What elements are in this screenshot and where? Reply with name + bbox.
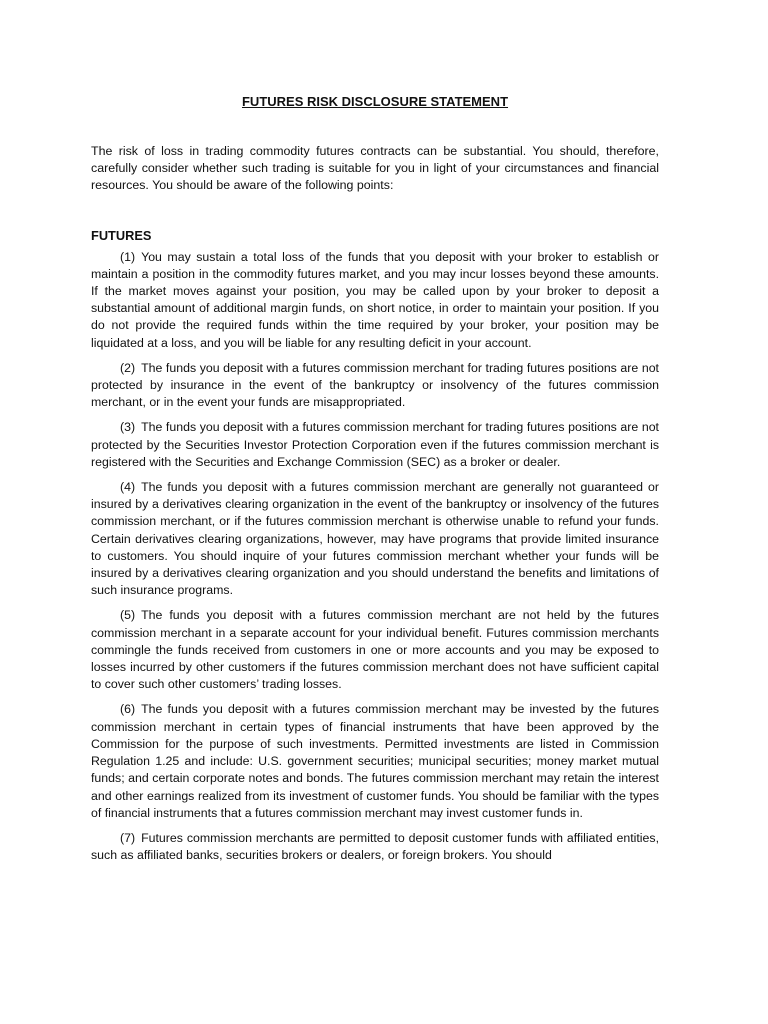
paragraph-text-1: You may sustain a total loss of the funds that you deposit with your broker to establish or maintain a position in the commodity futures market, and you may incur losses beyond these amounts. If the market moves against your position, you may be called upon by your broker to deposit a substantial amount of additional margin funds, on short notice, in order to maintain your position. If you do not provide the required funds within the time required by your broker, your position may be liquidated at a loss, and you will be liable for any resulting deficit in your account.	[91, 249, 659, 350]
paragraph-number-3: (3)	[120, 420, 136, 435]
paragraph-number-6: (6)	[120, 702, 136, 717]
document-content	[91, 93, 659, 872]
disclosure-paragraph-7	[91, 830, 659, 864]
document-title: FUTURES RISK DISCLOSURE STATEMENT	[241, 94, 509, 109]
paragraph-text-5: The funds you deposit with a futures commission merchant are not held by the futures commission merchant in a separate account for your individual benefit. Futures commission merchants commingle the funds received from customers in one or more accounts and you may be exposed to losses incurred by other customers if the futures commission merchant does not have sufficient capital to cover such other customers’ trading losses.	[91, 608, 659, 692]
paragraph-text-6: The funds you deposit with a futures commission merchant may be invested by the futures commission merchant in certain types of financial instruments that have been approved by the Commission for the purpose of such investments. Permitted investments are listed in Commission Regulation 1.25 and include: U.S. government securities; municipal securities; money market mutual funds; and certain corporate notes and bonds. The futures commission merchant may retain the interest and other earnings realized from its investment of customer funds. You should be familiar with the types of financial instruments that a futures commission merchant may invest customer funds in.	[91, 702, 659, 820]
paragraph-number-5: (5)	[120, 608, 136, 623]
intro-paragraph: The risk of loss in trading commodity futures contracts can be substantial. You should, therefore, carefully consider whether such trading is suitable for you in light of your circumstances and financial resources. You should be aware of the following points:	[91, 144, 659, 193]
paragraph-number-2: (2)	[120, 360, 136, 375]
paragraph-text-3: The funds you deposit with a futures commission merchant for trading futures positions are not protected by the Securities Investor Protection Corporation even if the futures commission merchant is registered with the Securities and Exchange Commission (SEC) as a broker or dealer.	[91, 420, 659, 469]
paragraph-number-1: (1)	[120, 249, 136, 264]
paragraph-text-7: Futures commission merchants are permitted to deposit customer funds with affiliated entities, such as affiliated banks, securities brokers or dealers, or foreign brokers. You should	[91, 830, 659, 863]
paragraph-text-4: The funds you deposit with a futures commission merchant are generally not guaranteed or insured by a derivatives clearing organization in the event of the bankruptcy or insolvency of the futures commission merchant, or if the futures commission merchant is otherwise unable to refund your funds. Certain derivatives clearing organizations, however, may have programs that provide limited insurance to customers. You should inquire of your futures commission merchant whether your funds will be insured by a derivatives clearing organization and you should understand the benefits and limitations of such insurance programs.	[91, 480, 659, 598]
paragraph-text-2: The funds you deposit with a futures commission merchant for trading futures positions are not protected by insurance in the event of the bankruptcy or insolvency of the futures commission merchant, or in the event your funds are misappropriated.	[91, 360, 659, 410]
disclosure-paragraph-1	[91, 249, 659, 352]
disclosure-paragraph-3	[91, 419, 659, 471]
disclosure-paragraph-5	[91, 607, 659, 693]
paragraph-number-4: (4)	[120, 480, 136, 495]
futures-section-heading: FUTURES	[91, 227, 152, 243]
disclosure-paragraph-4	[91, 479, 659, 599]
paragraph-number-7: (7)	[120, 830, 136, 845]
disclosure-paragraph-6	[91, 701, 659, 821]
disclosure-paragraph-2	[91, 360, 659, 412]
